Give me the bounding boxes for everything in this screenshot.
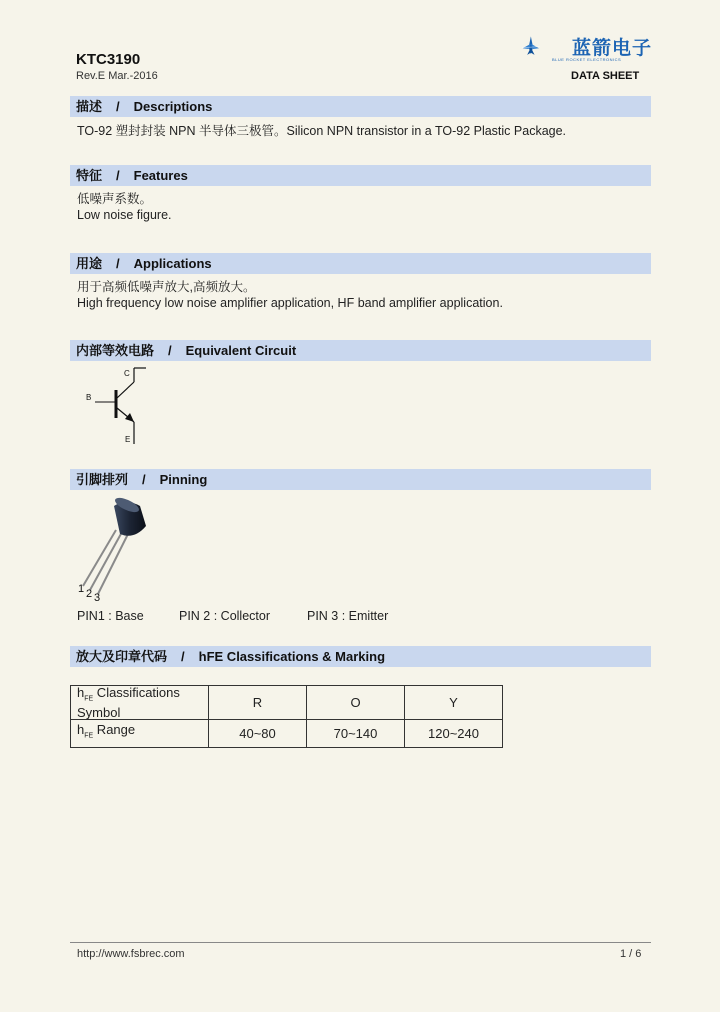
brand-name-en: BLUE ROCKET ELECTRONICS — [552, 57, 622, 62]
section-title-en: Applications — [133, 256, 212, 271]
section-header-features — [70, 165, 651, 186]
collector-label: C — [124, 369, 130, 378]
table-cell: Y — [405, 686, 503, 720]
revision-label: Rev.E Mar.-2016 — [76, 70, 158, 82]
features-text-cn: 低噪声系数。 — [77, 192, 153, 206]
emitter-label: E — [125, 435, 131, 444]
section-title-cn: 内部等效电路 — [76, 343, 155, 358]
table-cell: 120~240 — [405, 719, 503, 747]
brand-name-cn: 蓝箭电子 — [572, 37, 653, 59]
pin-number-1: 1 — [78, 583, 85, 595]
table-row — [71, 686, 503, 720]
footer-divider — [70, 942, 651, 943]
brand-logo — [522, 20, 570, 72]
pin-number-3: 3 — [94, 592, 101, 602]
section-title-cn: 特征 — [76, 168, 103, 183]
section-header-applications — [70, 253, 651, 274]
section-separator: / — [181, 649, 185, 664]
to92-package-image — [76, 496, 156, 602]
pin1-label: PIN1 : Base — [77, 609, 144, 623]
page-number: 1 / 6 — [620, 948, 642, 960]
hfe-classification-table — [70, 685, 503, 748]
section-separator: / — [168, 343, 172, 358]
section-title-en: Features — [133, 168, 188, 183]
pin-assignments — [0, 609, 720, 625]
section-header-pinning — [70, 469, 651, 490]
section-title-cn: 用途 — [76, 256, 103, 271]
section-separator: / — [142, 472, 146, 487]
section-title-cn: 放大及印章代码 — [76, 649, 168, 664]
section-header-descriptions — [70, 96, 651, 117]
table-cell: 70~140 — [307, 719, 405, 747]
applications-text-cn: 用于高频低噪声放大,高频放大。 — [77, 280, 256, 294]
base-label: B — [86, 393, 92, 402]
table-row — [71, 719, 503, 747]
hfe-symbol-sub: FE — [84, 732, 94, 740]
section-title-cn: 引脚排列 — [76, 472, 129, 487]
section-header-hfe — [70, 646, 651, 667]
table-cell: O — [307, 686, 405, 720]
section-title-en: Descriptions — [133, 99, 213, 114]
applications-text-en: High frequency low noise amplifier application, HF band amplifier application. — [77, 296, 503, 310]
section-title-en: hFE Classifications & Marking — [198, 649, 386, 664]
section-separator: / — [116, 168, 120, 183]
pin-number-2: 2 — [86, 588, 93, 600]
part-number: KTC3190 — [76, 51, 141, 68]
features-text-en: Low noise figure. — [77, 208, 172, 222]
hfe-symbol-h: h — [77, 685, 85, 700]
section-title-en: Equivalent Circuit — [185, 343, 297, 358]
table-row-header — [71, 686, 209, 720]
section-separator: / — [116, 99, 120, 114]
hfe-symbol-h: h — [77, 722, 85, 738]
pin2-label: PIN 2 : Collector — [179, 609, 271, 623]
table-cell: R — [209, 686, 307, 720]
doc-type-label: DATA SHEET — [571, 70, 640, 82]
section-header-equivalent-circuit — [70, 340, 651, 361]
section-title-cn: 描述 — [76, 99, 103, 114]
table-row-header — [71, 719, 209, 747]
hfe-symbol-sub: FE — [84, 695, 94, 703]
table-cell: 40~80 — [209, 719, 307, 747]
row-label-text: Range — [93, 722, 136, 738]
section-separator: / — [116, 256, 120, 271]
section-title-en: Pinning — [159, 472, 208, 487]
row-label-text: Symbol — [77, 704, 121, 720]
row-label-text: Classifications — [93, 685, 180, 700]
npn-transistor-symbol — [80, 362, 160, 448]
description-text: TO-92 塑封封装 NPN 半导体三极管。Silicon NPN transistor in a TO-92 Plastic Package. — [77, 124, 567, 138]
footer-url-link[interactable]: http://www.fsbrec.com — [77, 948, 185, 960]
pin3-label: PIN 3 : Emitter — [307, 609, 389, 623]
